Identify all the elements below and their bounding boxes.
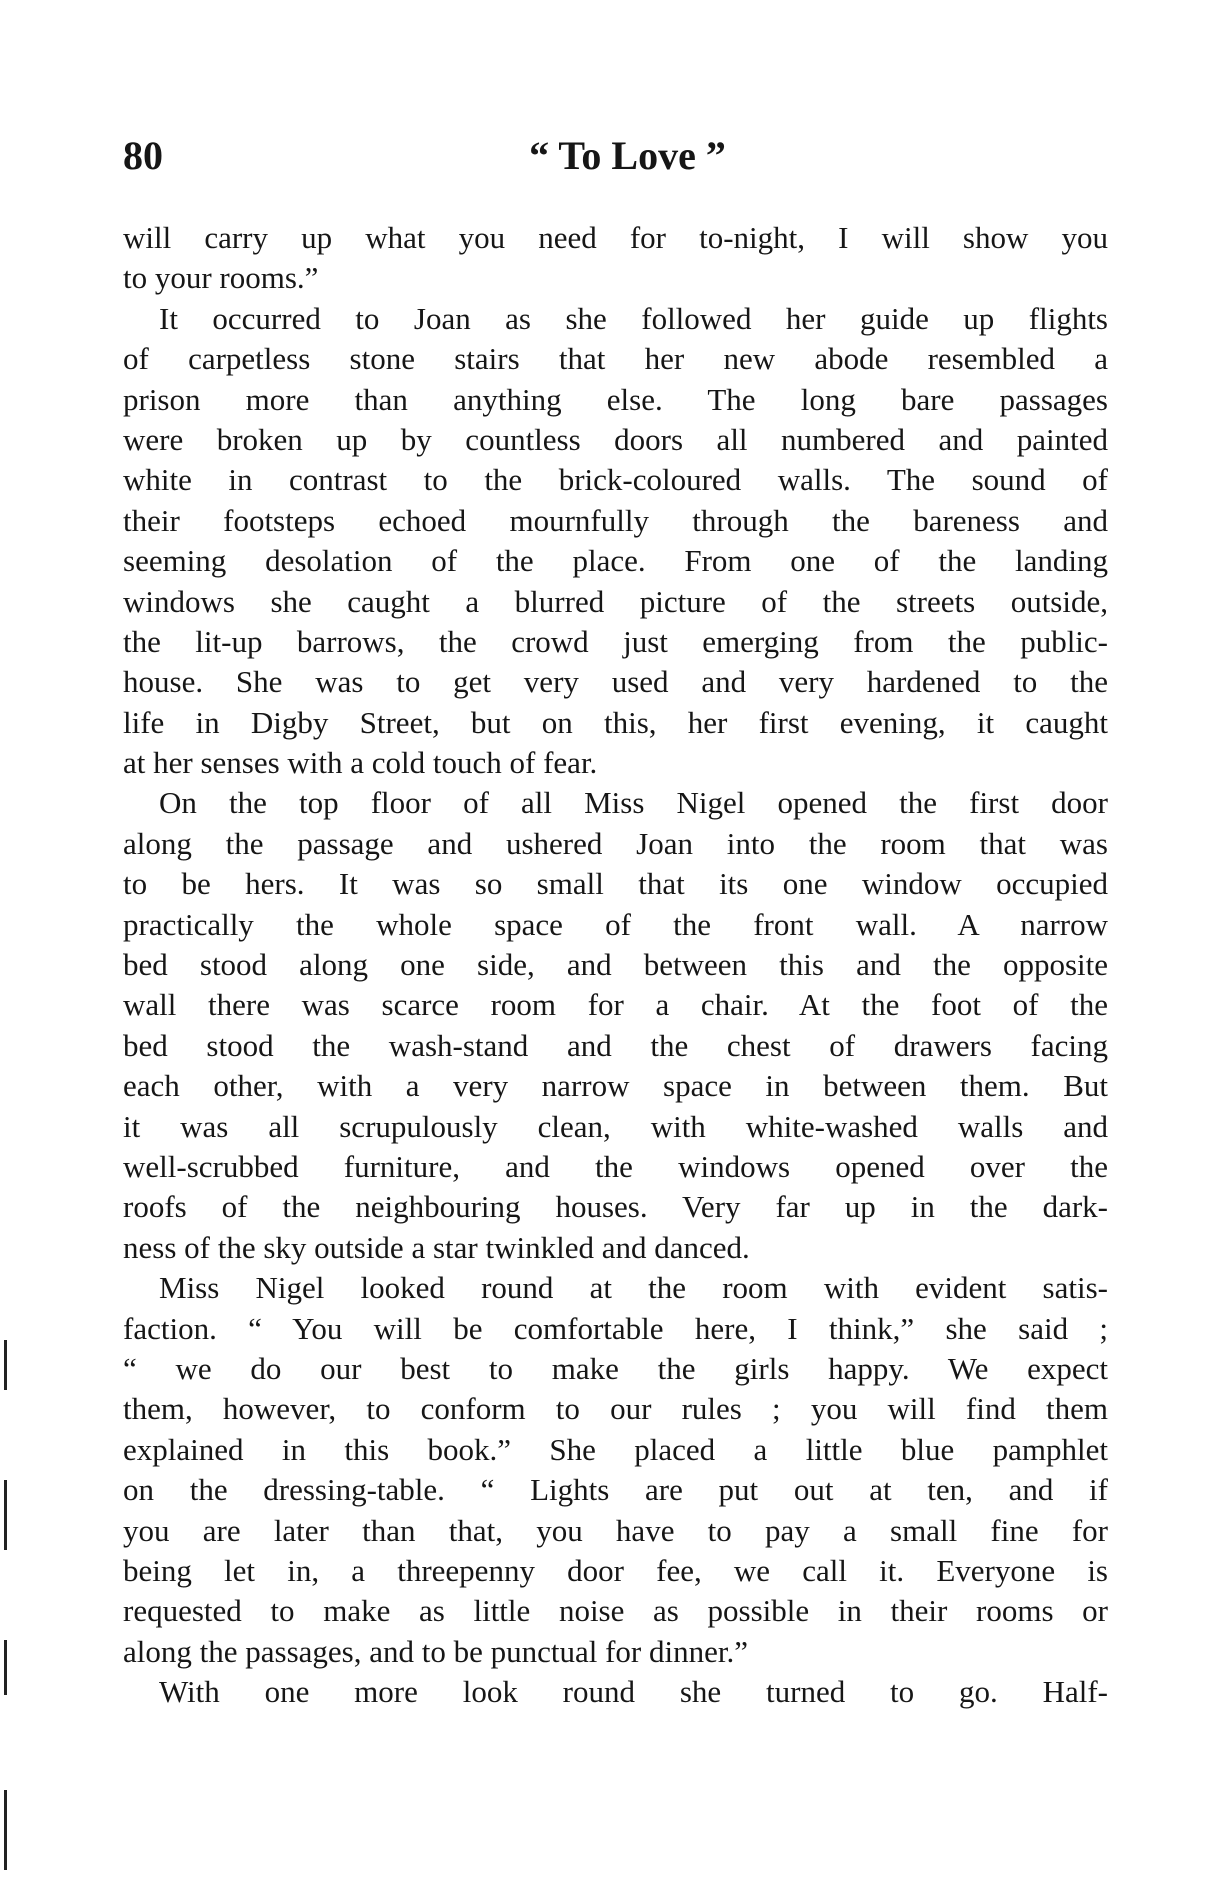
text-line: each other, with a very narrow space in between them. But [123, 1068, 1108, 1104]
text-line: explained in this book.” She placed a little blue pamphlet [123, 1431, 1108, 1467]
text-line: On the top floor of all Miss Nigel opened the first door [159, 785, 1108, 821]
text-line: well-scrubbed furniture, and the windows opened over the [123, 1148, 1108, 1184]
text-line: bed stood along one side, and between this and the opposite [123, 947, 1108, 983]
text-line: you are later than that, you have to pay a small fine for [123, 1512, 1108, 1548]
text-line: on the dressing-table. “ Lights are put out at ten, and if [123, 1472, 1108, 1508]
text-line: along the passages, and to be punctual for dinner.” [123, 1633, 748, 1669]
text-line: practically the whole space of the front wall. A narrow [123, 906, 1108, 942]
running-title: “ To Love ” [529, 133, 726, 178]
text-line: faction. “ You will be comfortable here, I think,” she said ; [123, 1310, 1108, 1346]
text-line: ness of the sky outside a star twinkled and danced. [123, 1229, 750, 1265]
text-line: will carry up what you need for to-night, I will show you [123, 220, 1108, 255]
text-line: to your rooms.” [123, 260, 319, 296]
text-line: along the passage and ushered Joan into the room that was [123, 825, 1108, 861]
text-line: prison more than anything else. The long bare passages [123, 381, 1108, 417]
text-line: “ we do our best to make the girls happy. We expect [123, 1350, 1108, 1386]
text-line: house. She was to get very used and very hardened to the [123, 664, 1108, 700]
scan-edge-mark [4, 1790, 7, 1870]
text-line: the lit-up barrows, the crowd just emerging from the public- [123, 623, 1108, 659]
text-line: With one more look round she turned to go. Half- [159, 1674, 1108, 1710]
text-line: wall there was scarce room for a chair. At the foot of the [123, 987, 1108, 1023]
text-line: Miss Nigel looked round at the room with evident satis- [159, 1270, 1108, 1306]
text-line: being let in, a threepenny door fee, we call it. Everyone is [123, 1552, 1108, 1588]
text-line: them, however, to conform to our rules ; you will find them [123, 1391, 1108, 1427]
text-line: It occurred to Joan as she followed her guide up flights [159, 300, 1108, 336]
scan-edge-mark [4, 1340, 7, 1390]
text-line: seeming desolation of the place. From one of the landing [123, 543, 1108, 579]
text-line: their footsteps echoed mournfully through the bareness and [123, 502, 1108, 538]
text-line: to be hers. It was so small that its one window occupied [123, 866, 1108, 902]
scan-edge-mark [4, 1640, 7, 1695]
text-line: requested to make as little noise as possible in their rooms or [123, 1593, 1108, 1629]
text-line: roofs of the neighbouring houses. Very far up in the dark- [123, 1189, 1108, 1225]
text-line: at her senses with a cold touch of fear. [123, 745, 598, 781]
text-line: windows she caught a blurred picture of the streets outside, [123, 583, 1108, 619]
text-line: white in contrast to the brick-coloured walls. The sound of [123, 462, 1108, 498]
text-line: of carpetless stone stairs that her new abode resembled a [123, 341, 1108, 377]
text-line: were broken up by countless doors all numbered and painted [123, 421, 1108, 457]
body-text [123, 218, 1108, 1712]
text-line: life in Digby Street, but on this, her first evening, it caught [123, 704, 1108, 740]
page-number: 80 [123, 133, 163, 178]
text-line: bed stood the wash-stand and the chest of drawers facing [123, 1027, 1108, 1063]
text-line: it was all scrupulously clean, with white-washed walls and [123, 1108, 1108, 1144]
scan-edge-mark [4, 1480, 7, 1550]
